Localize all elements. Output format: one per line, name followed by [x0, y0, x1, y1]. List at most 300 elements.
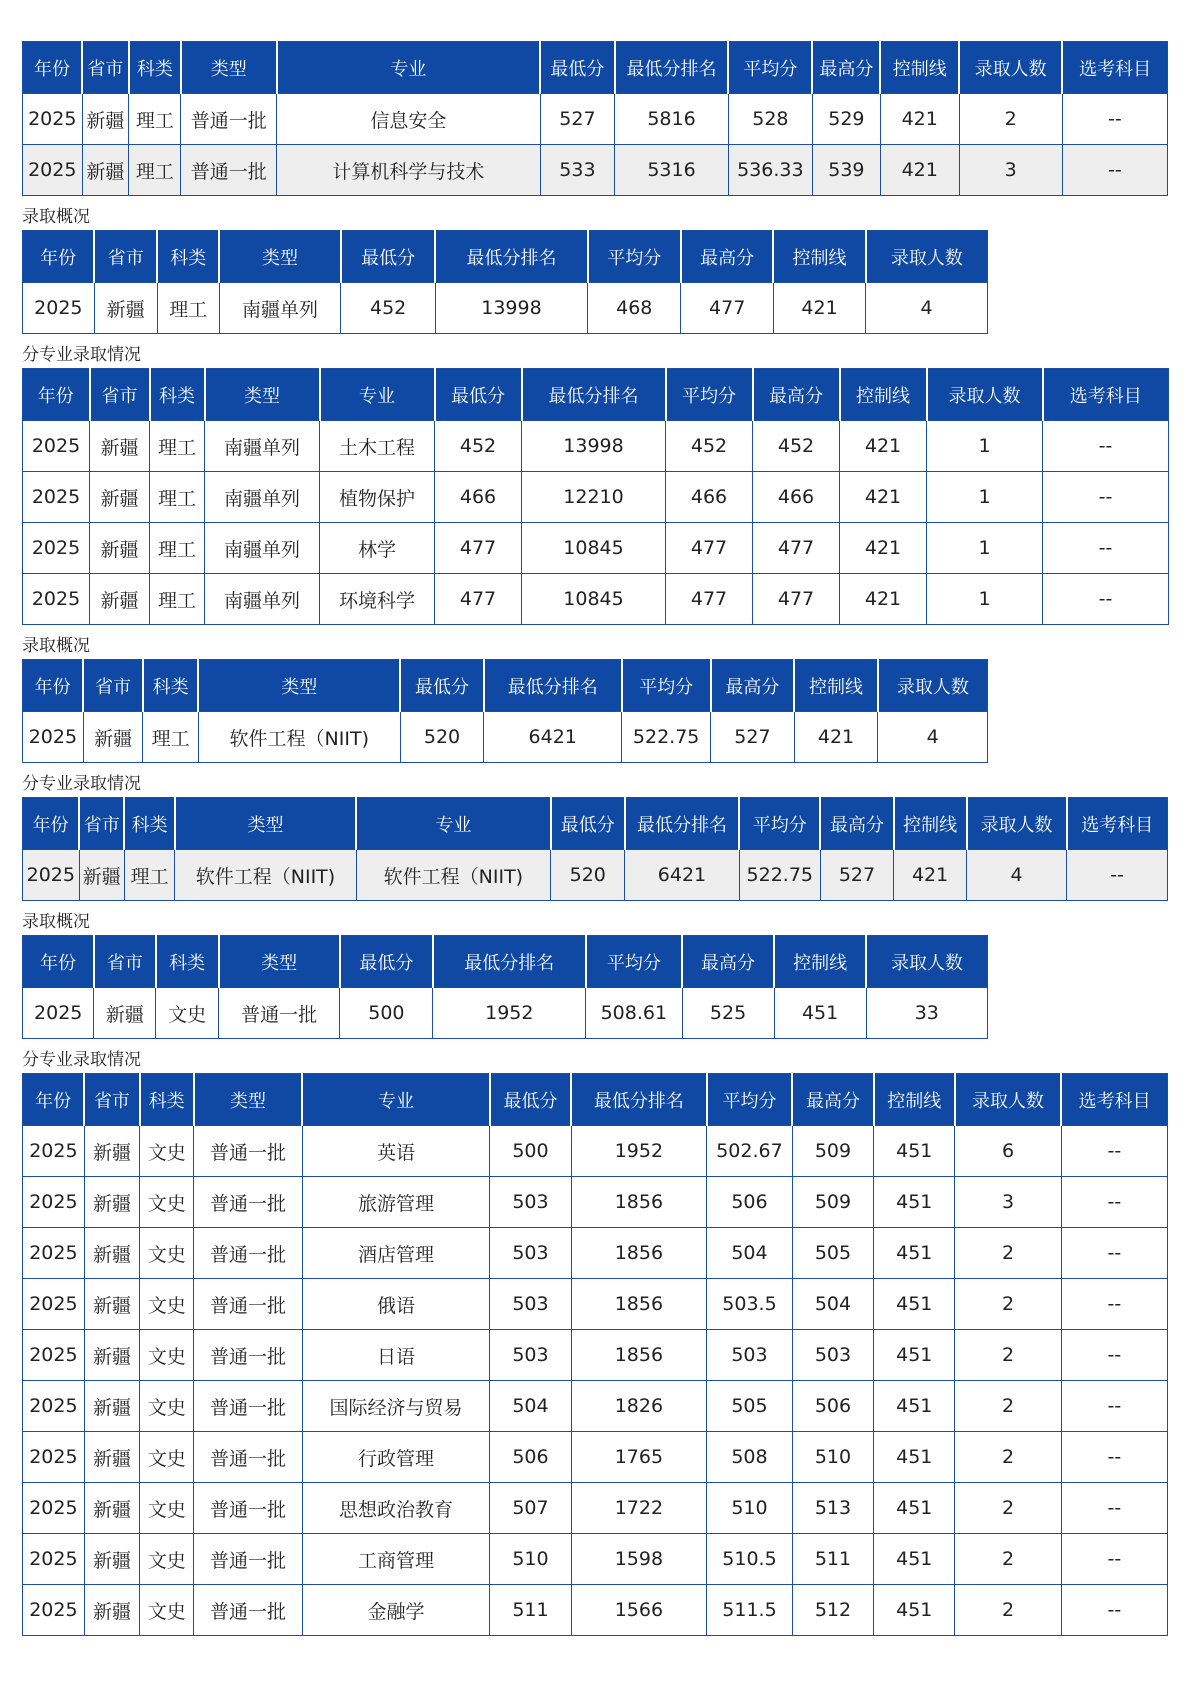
header-admitted-count: 录取人数: [866, 231, 988, 283]
cell-control-line: 451: [874, 1534, 955, 1585]
header-min-rank: 最低分排名: [484, 660, 622, 712]
header-province: 省市: [82, 42, 129, 94]
cell-max-score: 477: [753, 574, 840, 625]
cell-type: 普通一批: [194, 1381, 302, 1432]
cell-year: 2025: [23, 1483, 85, 1534]
cell-year: 2025: [23, 712, 84, 763]
cell-min-score: 452: [435, 421, 522, 472]
cell-year: 2025: [23, 1279, 85, 1330]
cell-avg-score: 508.61: [586, 988, 682, 1039]
cell-admitted-count: 1: [927, 574, 1043, 625]
header-avg-score: 平均分: [586, 936, 682, 988]
header-control-line: 控制线: [880, 42, 959, 94]
cell-min-rank: 12210: [522, 472, 666, 523]
cell-province: 新疆: [84, 1126, 139, 1177]
header-control-line: 控制线: [794, 660, 878, 712]
cell-major: 国际经济与贸易: [302, 1381, 490, 1432]
cell-type: 南疆单列: [205, 421, 320, 472]
cell-min-rank: 5316: [615, 145, 729, 196]
header-major: 专业: [320, 369, 435, 421]
header-min-score: 最低分: [540, 42, 614, 94]
header-year: 年份: [23, 42, 83, 94]
cell-max-score: 466: [753, 472, 840, 523]
cell-max-score: 509: [792, 1177, 873, 1228]
header-avg-score: 平均分: [728, 42, 812, 94]
cell-min-rank: 1856: [571, 1177, 707, 1228]
cell-province: 新疆: [84, 1177, 139, 1228]
header-control-line: 控制线: [774, 936, 866, 988]
cell-category: 理工: [150, 523, 205, 574]
table-header-row: [23, 798, 1168, 850]
table-header-row: [23, 42, 1168, 94]
header-subjects: 选考科目: [1067, 798, 1168, 850]
section-title-overview: 录取概况: [22, 207, 90, 227]
cell-control-line: 451: [874, 1432, 955, 1483]
cell-control-line: 451: [874, 1330, 955, 1381]
header-min-score: 最低分: [400, 660, 484, 712]
header-control-line: 控制线: [894, 798, 967, 850]
cell-province: 新疆: [84, 1483, 139, 1534]
table-row: [23, 1228, 1168, 1279]
header-category: 科类: [124, 798, 174, 850]
cell-major: 俄语: [302, 1279, 490, 1330]
cell-min-rank: 10845: [522, 523, 666, 574]
header-major: 专业: [356, 798, 551, 850]
cell-province: 新疆: [84, 1432, 139, 1483]
cell-subjects: --: [1062, 94, 1167, 145]
cell-province: 新疆: [82, 94, 129, 145]
table-header-row: [23, 1074, 1168, 1126]
cell-subjects: --: [1061, 1585, 1167, 1636]
cell-year: 2025: [23, 523, 90, 574]
cell-control-line: 451: [774, 988, 866, 1039]
cell-subjects: --: [1061, 1483, 1167, 1534]
cell-min-score: 452: [341, 283, 436, 334]
cell-control-line: 421: [840, 574, 927, 625]
cell-control-line: 451: [874, 1279, 955, 1330]
cell-type: 普通一批: [194, 1585, 302, 1636]
header-avg-score: 平均分: [622, 660, 711, 712]
header-major: 专业: [302, 1074, 490, 1126]
cell-province: 新疆: [90, 523, 150, 574]
header-admitted-count: 录取人数: [927, 369, 1043, 421]
header-max-score: 最高分: [812, 42, 880, 94]
admission-page: [22, 41, 1168, 1636]
cell-year: 2025: [23, 94, 83, 145]
cell-admitted-count: 4: [866, 283, 988, 334]
cell-subjects: --: [1043, 523, 1169, 574]
header-subjects: 选考科目: [1061, 1074, 1167, 1126]
cell-category: 文史: [140, 1279, 194, 1330]
cell-major: 软件工程（NIIT): [356, 850, 551, 901]
cell-category: 理工: [157, 283, 219, 334]
header-min-score: 最低分: [551, 798, 625, 850]
header-province: 省市: [83, 660, 143, 712]
header-province: 省市: [94, 936, 156, 988]
cell-avg-score: 522.75: [739, 850, 820, 901]
cell-min-score: 511: [490, 1585, 571, 1636]
cell-province: 新疆: [84, 1279, 139, 1330]
cell-avg-score: 477: [666, 574, 753, 625]
cell-admitted-count: 2: [959, 94, 1062, 145]
cell-min-score: 466: [435, 472, 522, 523]
cell-category: 文史: [140, 1126, 194, 1177]
header-avg-score: 平均分: [707, 1074, 793, 1126]
overview-table-2: [22, 659, 988, 763]
cell-major: 林学: [320, 523, 435, 574]
cell-control-line: 451: [874, 1126, 955, 1177]
cell-control-line: 421: [840, 523, 927, 574]
cell-year: 2025: [23, 1228, 85, 1279]
table-header-row: [23, 369, 1169, 421]
table-row: [23, 1330, 1168, 1381]
cell-type: 普通一批: [219, 988, 340, 1039]
major-admission-table-2: [22, 368, 1169, 625]
table-row: [23, 850, 1168, 901]
header-control-line: 控制线: [773, 231, 865, 283]
cell-min-rank: 6421: [625, 850, 739, 901]
cell-type: 普通一批: [194, 1483, 302, 1534]
table-row: [23, 1483, 1168, 1534]
cell-province: 新疆: [84, 1534, 139, 1585]
cell-min-score: 506: [490, 1432, 571, 1483]
cell-max-score: 539: [812, 145, 880, 196]
cell-province: 新疆: [94, 988, 156, 1039]
cell-min-score: 500: [340, 988, 433, 1039]
cell-avg-score: 502.67: [707, 1126, 793, 1177]
header-max-score: 最高分: [792, 1074, 873, 1126]
header-max-score: 最高分: [682, 936, 774, 988]
cell-avg-score: 477: [666, 523, 753, 574]
cell-year: 2025: [23, 1432, 85, 1483]
header-admitted-count: 录取人数: [955, 1074, 1061, 1126]
header-admitted-count: 录取人数: [878, 660, 988, 712]
cell-avg-score: 510: [707, 1483, 793, 1534]
header-category: 科类: [156, 936, 219, 988]
header-province: 省市: [94, 231, 157, 283]
header-type: 类型: [198, 660, 400, 712]
cell-category: 文史: [140, 1177, 194, 1228]
cell-year: 2025: [23, 1585, 85, 1636]
cell-type: 普通一批: [194, 1534, 302, 1585]
cell-min-score: 520: [400, 712, 484, 763]
cell-year: 2025: [23, 1534, 85, 1585]
cell-max-score: 452: [753, 421, 840, 472]
cell-admitted-count: 1: [927, 472, 1043, 523]
header-control-line: 控制线: [874, 1074, 955, 1126]
header-type: 类型: [175, 798, 356, 850]
cell-province: 新疆: [84, 1381, 139, 1432]
cell-year: 2025: [23, 283, 95, 334]
cell-major: 思想政治教育: [302, 1483, 490, 1534]
cell-major: 工商管理: [302, 1534, 490, 1585]
cell-type: 软件工程（NIIT): [175, 850, 356, 901]
table-row: [23, 1432, 1168, 1483]
cell-min-score: 477: [435, 574, 522, 625]
cell-category: 理工: [143, 712, 198, 763]
header-type: 类型: [205, 369, 320, 421]
cell-admitted-count: 6: [955, 1126, 1061, 1177]
cell-category: 文史: [140, 1483, 194, 1534]
cell-control-line: 451: [874, 1228, 955, 1279]
cell-subjects: --: [1043, 472, 1169, 523]
cell-category: 文史: [140, 1330, 194, 1381]
cell-subjects: --: [1061, 1279, 1167, 1330]
header-avg-score: 平均分: [666, 369, 753, 421]
cell-major: 植物保护: [320, 472, 435, 523]
header-type: 类型: [219, 936, 340, 988]
cell-admitted-count: 2: [955, 1228, 1061, 1279]
cell-control-line: 421: [894, 850, 967, 901]
cell-min-score: 504: [490, 1381, 571, 1432]
cell-admitted-count: 3: [955, 1177, 1061, 1228]
cell-year: 2025: [23, 421, 90, 472]
cell-major: 日语: [302, 1330, 490, 1381]
header-min-score: 最低分: [341, 231, 436, 283]
cell-control-line: 421: [880, 145, 959, 196]
cell-province: 新疆: [84, 1585, 139, 1636]
cell-min-score: 503: [490, 1228, 571, 1279]
header-category: 科类: [140, 1074, 194, 1126]
cell-min-score: 503: [490, 1330, 571, 1381]
cell-max-score: 503: [792, 1330, 873, 1381]
cell-min-rank: 1952: [571, 1126, 707, 1177]
cell-avg-score: 452: [666, 421, 753, 472]
table-row: [23, 472, 1169, 523]
table-row: [23, 1177, 1168, 1228]
header-max-score: 最高分: [753, 369, 840, 421]
cell-min-score: 533: [540, 145, 614, 196]
table-row: [23, 1126, 1168, 1177]
cell-avg-score: 466: [666, 472, 753, 523]
table-header-row: [23, 660, 988, 712]
cell-major: 信息安全: [277, 94, 541, 145]
cell-subjects: --: [1061, 1228, 1167, 1279]
cell-max-score: 510: [792, 1432, 873, 1483]
cell-control-line: 421: [794, 712, 878, 763]
cell-min-rank: 1765: [571, 1432, 707, 1483]
cell-type: 软件工程（NIIT): [198, 712, 400, 763]
cell-category: 理工: [124, 850, 174, 901]
table-row: [23, 1381, 1168, 1432]
cell-type: 普通一批: [181, 94, 277, 145]
cell-major: 英语: [302, 1126, 490, 1177]
header-type: 类型: [194, 1074, 302, 1126]
cell-type: 南疆单列: [205, 574, 320, 625]
cell-year: 2025: [23, 1177, 85, 1228]
cell-year: 2025: [23, 574, 90, 625]
header-type: 类型: [219, 231, 341, 283]
cell-avg-score: 504: [707, 1228, 793, 1279]
header-avg-score: 平均分: [588, 231, 681, 283]
header-admitted-count: 录取人数: [866, 936, 987, 988]
cell-max-score: 505: [792, 1228, 873, 1279]
cell-control-line: 421: [773, 283, 865, 334]
cell-min-rank: 6421: [484, 712, 622, 763]
header-year: 年份: [23, 369, 90, 421]
table-row: [23, 283, 988, 334]
table-row: [23, 94, 1168, 145]
header-admitted-count: 录取人数: [967, 798, 1067, 850]
cell-admitted-count: 2: [955, 1534, 1061, 1585]
cell-year: 2025: [23, 1126, 85, 1177]
cell-admitted-count: 4: [878, 712, 988, 763]
cell-admitted-count: 2: [955, 1279, 1061, 1330]
cell-control-line: 421: [880, 94, 959, 145]
header-major: 专业: [277, 42, 541, 94]
cell-subjects: --: [1067, 850, 1168, 901]
header-province: 省市: [79, 798, 124, 850]
cell-max-score: 504: [792, 1279, 873, 1330]
cell-max-score: 527: [711, 712, 795, 763]
header-max-score: 最高分: [820, 798, 893, 850]
cell-max-score: 527: [820, 850, 893, 901]
cell-type: 普通一批: [194, 1330, 302, 1381]
header-min-rank: 最低分排名: [615, 42, 729, 94]
section-title-by-major: 分专业录取情况: [22, 345, 141, 365]
cell-type: 南疆单列: [219, 283, 341, 334]
table-row: [23, 523, 1169, 574]
cell-year: 2025: [23, 472, 90, 523]
cell-min-rank: 1952: [433, 988, 586, 1039]
cell-major: 行政管理: [302, 1432, 490, 1483]
cell-min-score: 503: [490, 1279, 571, 1330]
cell-admitted-count: 3: [959, 145, 1062, 196]
major-admission-table-3: [22, 797, 1168, 901]
table-header-row: [23, 231, 988, 283]
cell-min-score: 503: [490, 1177, 571, 1228]
major-admission-table-4: [22, 1073, 1168, 1636]
cell-max-score: 513: [792, 1483, 873, 1534]
cell-subjects: --: [1062, 145, 1167, 196]
cell-max-score: 529: [812, 94, 880, 145]
cell-type: 普通一批: [194, 1177, 302, 1228]
overview-table-3: [22, 935, 988, 1039]
cell-avg-score: 528: [728, 94, 812, 145]
cell-category: 理工: [150, 421, 205, 472]
cell-min-score: 500: [490, 1126, 571, 1177]
cell-category: 文史: [140, 1228, 194, 1279]
cell-admitted-count: 1: [927, 523, 1043, 574]
header-year: 年份: [23, 231, 95, 283]
cell-province: 新疆: [90, 574, 150, 625]
cell-year: 2025: [23, 988, 94, 1039]
table-row: [23, 1279, 1168, 1330]
cell-category: 理工: [150, 472, 205, 523]
cell-year: 2025: [23, 1381, 85, 1432]
cell-min-rank: 1856: [571, 1228, 707, 1279]
cell-min-rank: 1826: [571, 1381, 707, 1432]
table-row: [23, 574, 1169, 625]
cell-subjects: --: [1061, 1177, 1167, 1228]
cell-category: 理工: [150, 574, 205, 625]
cell-min-rank: 1598: [571, 1534, 707, 1585]
cell-avg-score: 508: [707, 1432, 793, 1483]
header-min-rank: 最低分排名: [435, 231, 587, 283]
cell-subjects: --: [1061, 1534, 1167, 1585]
cell-province: 新疆: [82, 145, 129, 196]
header-category: 科类: [150, 369, 205, 421]
cell-type: 南疆单列: [205, 523, 320, 574]
cell-type: 普通一批: [181, 145, 277, 196]
cell-min-rank: 1856: [571, 1330, 707, 1381]
cell-min-rank: 5816: [615, 94, 729, 145]
cell-avg-score: 511.5: [707, 1585, 793, 1636]
cell-province: 新疆: [84, 1330, 139, 1381]
cell-category: 理工: [129, 145, 181, 196]
cell-category: 文史: [140, 1534, 194, 1585]
cell-avg-score: 505: [707, 1381, 793, 1432]
header-category: 科类: [129, 42, 181, 94]
header-year: 年份: [23, 660, 84, 712]
header-avg-score: 平均分: [739, 798, 820, 850]
cell-max-score: 506: [792, 1381, 873, 1432]
cell-category: 文史: [156, 988, 219, 1039]
cell-max-score: 525: [682, 988, 774, 1039]
header-min-rank: 最低分排名: [571, 1074, 707, 1126]
cell-province: 新疆: [83, 712, 143, 763]
cell-major: 酒店管理: [302, 1228, 490, 1279]
cell-province: 新疆: [94, 283, 157, 334]
cell-major: 旅游管理: [302, 1177, 490, 1228]
cell-type: 南疆单列: [205, 472, 320, 523]
header-max-score: 最高分: [711, 660, 795, 712]
cell-min-rank: 1856: [571, 1279, 707, 1330]
cell-max-score: 512: [792, 1585, 873, 1636]
cell-subjects: --: [1061, 1126, 1167, 1177]
table-row: [23, 1534, 1168, 1585]
header-province: 省市: [90, 369, 150, 421]
header-min-score: 最低分: [340, 936, 433, 988]
header-max-score: 最高分: [681, 231, 773, 283]
header-type: 类型: [181, 42, 277, 94]
header-category: 科类: [157, 231, 219, 283]
cell-admitted-count: 1: [927, 421, 1043, 472]
cell-min-rank: 13998: [435, 283, 587, 334]
header-category: 科类: [143, 660, 198, 712]
cell-avg-score: 468: [588, 283, 681, 334]
cell-year: 2025: [23, 145, 83, 196]
section-title-overview: 录取概况: [22, 636, 90, 656]
cell-subjects: --: [1061, 1330, 1167, 1381]
cell-major: 土木工程: [320, 421, 435, 472]
cell-subjects: --: [1043, 574, 1169, 625]
cell-control-line: 421: [840, 421, 927, 472]
cell-avg-score: 522.75: [622, 712, 711, 763]
cell-type: 普通一批: [194, 1228, 302, 1279]
cell-type: 普通一批: [194, 1432, 302, 1483]
cell-province: 新疆: [90, 472, 150, 523]
header-min-rank: 最低分排名: [522, 369, 666, 421]
cell-admitted-count: 2: [955, 1330, 1061, 1381]
header-min-rank: 最低分排名: [625, 798, 739, 850]
cell-control-line: 451: [874, 1381, 955, 1432]
cell-category: 理工: [129, 94, 181, 145]
section-title-by-major: 分专业录取情况: [22, 1050, 141, 1070]
cell-min-rank: 1566: [571, 1585, 707, 1636]
cell-year: 2025: [23, 850, 80, 901]
cell-admitted-count: 2: [955, 1585, 1061, 1636]
table-header-row: [23, 936, 988, 988]
cell-min-rank: 1722: [571, 1483, 707, 1534]
table-row: [23, 712, 988, 763]
cell-avg-score: 536.33: [728, 145, 812, 196]
table-row: [23, 1585, 1168, 1636]
header-min-rank: 最低分排名: [433, 936, 586, 988]
header-min-score: 最低分: [435, 369, 522, 421]
cell-type: 普通一批: [194, 1126, 302, 1177]
cell-admitted-count: 33: [866, 988, 987, 1039]
